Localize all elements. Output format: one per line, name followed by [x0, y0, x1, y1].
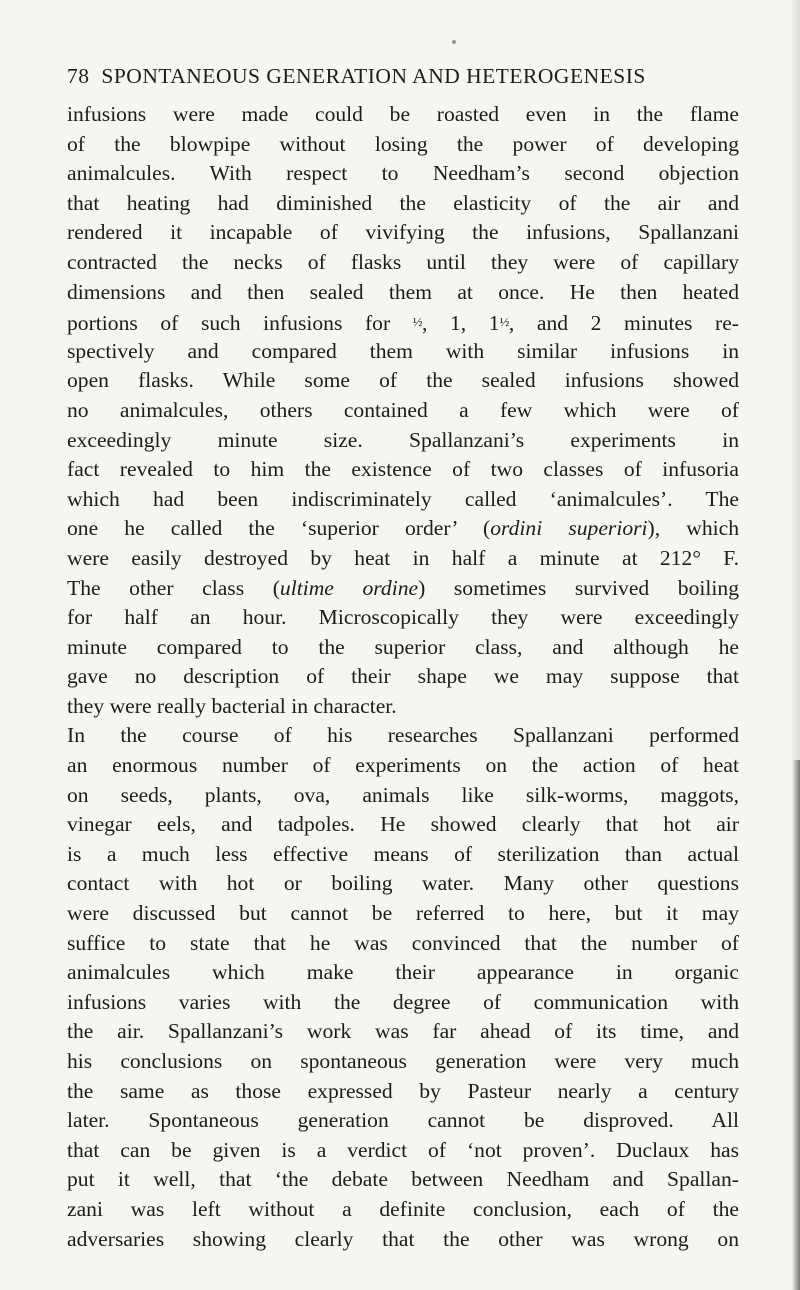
text-line: which had been indiscriminately called ‘animalcules’. The — [67, 486, 739, 511]
text-line: contracted the necks of flasks until they were of capillary — [67, 249, 739, 274]
text-line: vinegar eels, and tadpoles. He showed clearly that hot air — [67, 812, 739, 837]
text-line: were easily destroyed by heat in half a minute at 212° F. — [67, 545, 739, 570]
text-fragment: The other class ( — [67, 575, 280, 600]
text-line: put it well, that ‘the debate between Needham and Spallan- — [67, 1167, 739, 1192]
text-line: exceedingly minute size. Spallanzani’s experiments in — [67, 427, 739, 452]
text-fragment: ), which — [647, 516, 739, 541]
text-line: gave no description of their shape we may suppose that — [67, 664, 739, 689]
text-line: no animalcules, others contained a few which were of — [67, 397, 739, 422]
text-line: fact revealed to him the existence of two classes of infusoria — [67, 457, 739, 482]
fraction-half: ½ — [412, 314, 422, 330]
text-fragment: , and 2 minutes re- — [508, 311, 739, 336]
running-header — [67, 64, 737, 89]
text-line: later. Spontaneous generation cannot be disproved. All — [67, 1108, 739, 1133]
page-edge-binding — [792, 760, 800, 1290]
text-line: were discussed but cannot be referred to here, but it may — [67, 901, 739, 926]
text-line: animalcules. With respect to Needham’s second objection — [67, 161, 739, 186]
text-line: rendered it incapable of vivifying the infusions, Spallanzani — [67, 220, 739, 245]
paragraph-start-line: In the course of his researches Spallanzani performed — [67, 723, 739, 748]
paper-speck — [452, 40, 456, 44]
text-line: contact with hot or boiling water. Many other questions — [67, 871, 739, 896]
text-fragment: one he called the ‘superior order’ ( — [67, 516, 491, 541]
text-line: suffice to state that he was convinced that the number of — [67, 930, 739, 955]
fraction-half: ½ — [499, 314, 509, 330]
text-line: spectively and compared them with similar infusions in — [67, 338, 739, 363]
text-line: the same as those expressed by Pasteur nearly a century — [67, 1078, 739, 1103]
text-line: open flasks. While some of the sealed infusions showed — [67, 368, 739, 393]
italic-term: ordini superiori — [490, 516, 648, 541]
text-fragment: , 1, 1 — [422, 311, 500, 336]
text-line-with-italic — [67, 574, 739, 604]
text-line: the air. Spallanzani’s work was far ahead of its time, and — [67, 1019, 739, 1044]
text-line: for half an hour. Microscopically they were exceedingly — [67, 605, 739, 630]
text-line: minute compared to the superior class, and although he — [67, 634, 739, 659]
text-line: on seeds, plants, ova, animals like silk-worms, maggots, — [67, 782, 739, 807]
italic-term: ultime ordine — [279, 575, 419, 600]
text-line: infusions varies with the degree of communication with — [67, 989, 739, 1014]
paragraph-end-line: they were really bacterial in character. — [67, 693, 397, 718]
text-line-with-italic — [67, 514, 739, 544]
text-fragment: ) sometimes survived boiling — [418, 575, 739, 600]
text-line: infusions were made could be roasted even in the flame — [67, 102, 739, 126]
text-line: dimensions and then sealed them at once. He then heated — [67, 279, 739, 304]
text-line: that can be given is a verdict of ‘not proven’. Duclaux has — [67, 1137, 739, 1162]
body-text — [67, 100, 739, 1254]
text-line-with-fractions — [67, 307, 739, 337]
text-line: an enormous number of experiments on the action of heat — [67, 753, 739, 778]
text-line: adversaries showing clearly that the other was wrong on — [67, 1226, 739, 1251]
text-line: that heating had diminished the elasticity of the air and — [67, 190, 739, 215]
text-line: his conclusions on spontaneous generation were very much — [67, 1049, 739, 1073]
text-line: zani was left without a definite conclusion, each of the — [67, 1196, 739, 1221]
text-line: is a much less effective means of sterilization than actual — [67, 841, 739, 866]
page-number: 78 — [67, 64, 90, 88]
text-line: animalcules which make their appearance in organic — [67, 960, 739, 985]
text-fragment: portions of such infusions for — [67, 311, 413, 336]
running-title: SPONTANEOUS GENERATION AND HETEROGENESIS — [101, 64, 646, 88]
text-line: of the blowpipe without losing the power of developing — [67, 131, 739, 156]
